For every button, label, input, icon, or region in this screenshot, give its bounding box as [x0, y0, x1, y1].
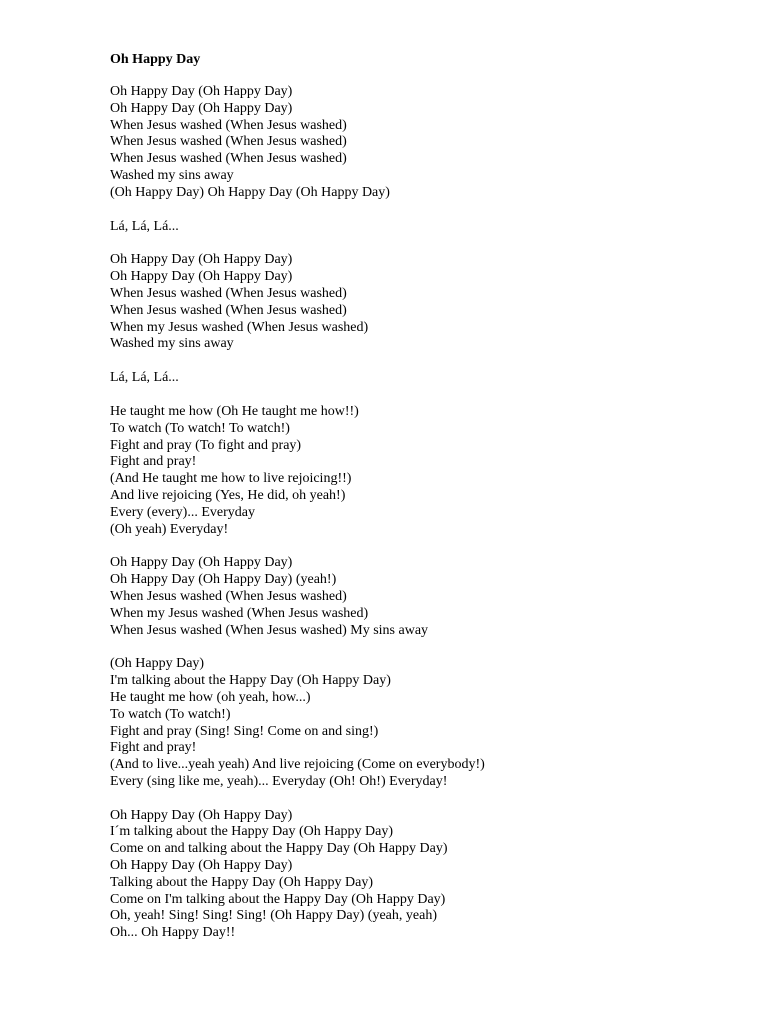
lyrics-line: And live rejoicing (Yes, He did, oh yeah!) — [110, 487, 346, 503]
lyrics-document — [110, 50, 730, 959]
lyrics-line: Oh Happy Day (Oh Happy Day) — [110, 555, 293, 571]
lyrics-line: When my Jesus washed (When Jesus washed) — [110, 319, 369, 335]
lyrics-line: He taught me how (Oh He taught me how!!) — [110, 403, 359, 419]
lyrics-stanza — [110, 84, 730, 202]
lyrics-line: Oh Happy Day (Oh Happy Day) — [110, 100, 293, 116]
lyrics-line: (Oh Happy Day) — [110, 656, 205, 672]
lyrics-line: Talking about the Happy Day (Oh Happy Day) — [110, 874, 374, 890]
lyrics-line: Fight and pray (To fight and pray) — [110, 437, 302, 453]
lyrics-line: Oh Happy Day (Oh Happy Day) — [110, 807, 293, 823]
lyrics-line: Every (every)... Everyday — [110, 504, 255, 520]
lyrics-line: Lá, Lá, Lá... — [110, 218, 179, 234]
lyrics-line: Washed my sins away — [110, 167, 234, 183]
lyrics-line: Oh, yeah! Sing! Sing! Sing! (Oh Happy Day) (yeah, yeah) — [110, 908, 437, 924]
lyrics-line: Every (sing like me, yeah)... Everyday (Oh! Oh!) Everyday! — [110, 773, 448, 789]
lyrics-line: Come on and talking about the Happy Day (Oh Happy Day) — [110, 841, 448, 857]
lyrics-stanza — [110, 656, 730, 790]
lyrics-line: (Oh yeah) Everyday! — [110, 521, 229, 537]
lyrics-line: When Jesus washed (When Jesus washed) — [110, 302, 347, 318]
lyrics-line: Lá, Lá, Lá... — [110, 370, 179, 386]
lyrics-line: Washed my sins away — [110, 336, 234, 352]
lyrics-line: When my Jesus washed (When Jesus washed) — [110, 605, 369, 621]
lyrics-line: (Oh Happy Day) Oh Happy Day (Oh Happy Day) — [110, 184, 390, 200]
lyrics-line: He taught me how (oh yeah, how...) — [110, 689, 311, 705]
lyrics-line: Oh... Oh Happy Day!! — [110, 925, 236, 941]
lyrics-line: When Jesus washed (When Jesus washed) My sins away — [110, 622, 429, 638]
lyrics-line: (And He taught me how to live rejoicing!!) — [110, 471, 352, 487]
lyrics-stanza — [110, 252, 730, 353]
lyrics-line: I'm talking about the Happy Day (Oh Happy Day) — [110, 673, 391, 689]
lyrics-line: I´m talking about the Happy Day (Oh Happy Day) — [110, 824, 394, 840]
lyrics-stanza — [110, 219, 730, 236]
lyrics-line: To watch (To watch! To watch!) — [110, 420, 290, 436]
lyrics-line: When Jesus washed (When Jesus washed) — [110, 134, 347, 150]
document-title: Oh Happy Day — [110, 52, 201, 67]
lyrics-line: Fight and pray! — [110, 740, 197, 756]
lyrics-line: Oh Happy Day (Oh Happy Day) — [110, 858, 293, 874]
lyrics-line: Oh Happy Day (Oh Happy Day) — [110, 252, 293, 268]
lyrics-line: Oh Happy Day (Oh Happy Day) — [110, 84, 293, 99]
lyrics-line: Fight and pray (Sing! Sing! Come on and sing!) — [110, 723, 379, 739]
lyrics-line: (And to live...yeah yeah) And live rejoicing (Come on everybody!) — [110, 757, 485, 773]
lyrics-line: Fight and pray! — [110, 454, 197, 470]
lyrics-line: When Jesus washed (When Jesus washed) — [110, 151, 347, 167]
lyrics-line: Oh Happy Day (Oh Happy Day) (yeah!) — [110, 572, 337, 588]
lyrics-stanza — [110, 808, 730, 942]
lyrics-line: When Jesus washed (When Jesus washed) — [110, 285, 347, 301]
lyrics-line: When Jesus washed (When Jesus washed) — [110, 117, 347, 133]
lyrics-line: To watch (To watch!) — [110, 706, 231, 722]
lyrics-stanza — [110, 555, 730, 639]
stanza-list — [110, 84, 730, 942]
lyrics-stanza — [110, 370, 730, 387]
lyrics-line: Oh Happy Day (Oh Happy Day) — [110, 269, 293, 285]
lyrics-stanza — [110, 404, 730, 538]
lyrics-line: Come on I'm talking about the Happy Day (Oh Happy Day) — [110, 891, 446, 907]
lyrics-line: When Jesus washed (When Jesus washed) — [110, 588, 347, 604]
